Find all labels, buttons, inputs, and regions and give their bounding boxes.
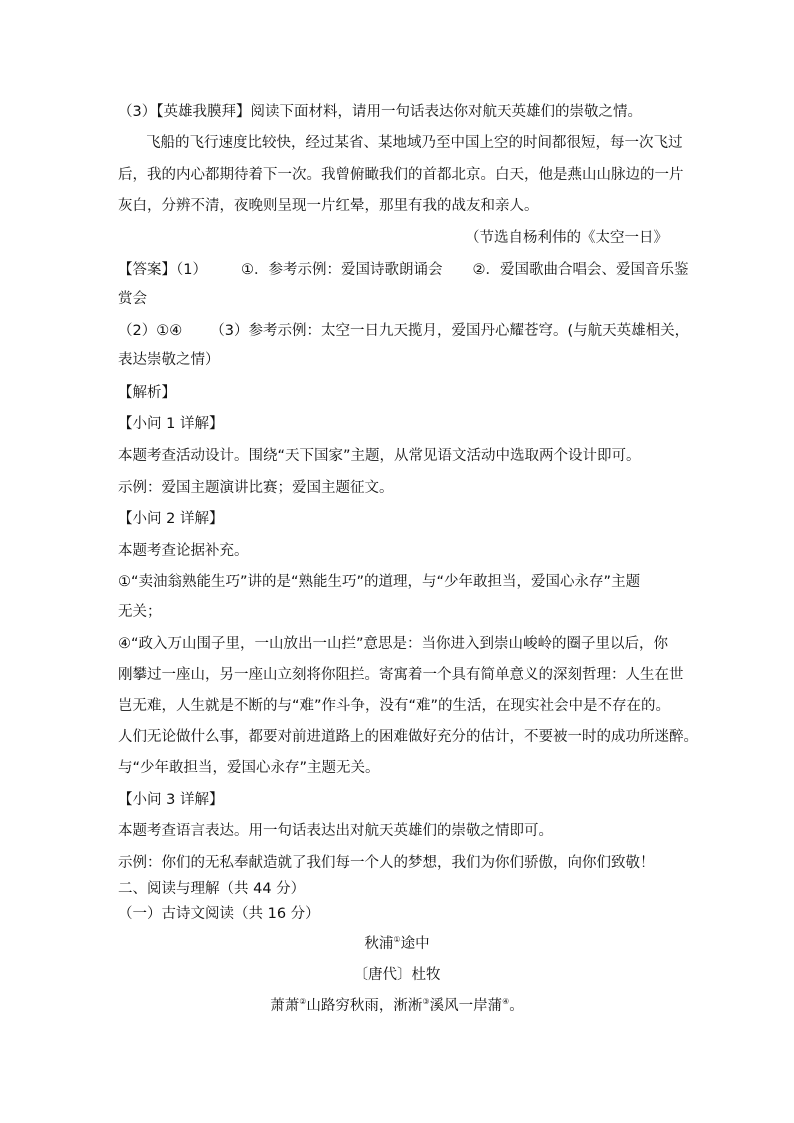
note-mark-2: ② [299,997,307,1007]
poem-title-a: 秋浦 [364,936,394,952]
sub2-line-6: 岂无难，人生就是不断的与“难”作斗争，没有“难”的生活，在现实社会中是不存在的。 [118,698,671,714]
answer-item-2-cont: 赏会 [118,291,147,307]
q3-prompt: （3）【英雄我膜拜】阅读下面材料，请用一句话表达你对航天英雄们的崇敬之情。 [118,104,642,120]
sub2-line-7: 人们无论做什么事，都要对前进道路上的困难做好充分的估计，不要被一时的成功所迷醉。 [118,729,698,745]
sub1-label: 【小问 1 详解】 [118,416,224,432]
sub2-line-3: 无关； [118,604,162,620]
answer-item-2: ②．爱国歌曲合唱会、爱国音乐鉴 [472,262,689,278]
answer-label: 【答案】（1） [118,262,207,278]
sub3-line-2: 示例：你们的无私奉献造就了我们每一个人的梦想，我们为你们骄傲，向你们致敬！ [118,855,655,871]
section2-heading: 二、阅读与理解（共 44 分） [118,881,306,897]
answer-item-1: ①．参考示例：爱国诗歌朗诵会 [240,262,443,278]
sub3-label: 【小问 3 详解】 [118,792,224,808]
poem-text-c: 溪风一岸蒲 [429,998,503,1014]
poem-line-1 [0,996,794,1016]
analysis-label: 【解析】 [118,385,176,401]
passage-line-3: 灰白，分辨不清，夜晚则呈现一片红晕，那里有我的战友和亲人。 [118,198,539,214]
note-mark-4: ④ [502,997,510,1007]
passage-line-2: 后，我的内心都期待着下一次。我曾俯瞰我们的首都北京。白天，他是燕山山脉边的一片 [118,167,684,183]
note-mark-3: ③ [422,997,430,1007]
sub2-line-1: 本题考查论据补充。 [118,543,249,559]
answer-part-3-cont: 表达崇敬之情） [118,352,220,368]
answer-part-2: （2）①④ [118,323,183,339]
poem-title-b: 途中 [400,936,430,952]
sub1-line-1: 本题考查活动设计。围绕“天下国家”主题，从常见语文活动中选取两个设计即可。 [118,448,641,464]
answer-part-3: （3）参考示例：太空一日九天揽月，爱国丹心耀苍穹。(与航天英雄相关， [210,323,690,339]
answer-line-3 [118,321,689,341]
poem-title [0,934,794,954]
sub2-line-5: 刚攀过一座山，另一座山立刻将你阻拦。寄寓着一个具有简单意义的深刻哲理：人生在世 [118,667,684,683]
poem-text-d: 。 [509,998,524,1014]
poem-text-a: 萧萧 [270,998,300,1014]
sub3-line-1: 本题考查语言表达。用一句话表达出对航天英雄们的崇敬之情即可。 [118,823,553,839]
sub1-line-2: 示例：爱国主题演讲比赛；爱国主题征文。 [118,480,394,496]
passage-source: （节选自杨利伟的《太空一日》 [465,230,668,246]
sub2-line-8: 与“少年敢担当，爱国心永存”主题无关。 [118,760,380,776]
sub2-line-2: ①“卖油翁熟能生巧”讲的是“熟能生巧”的道理，与“少年敢担当，爱国心永存”主题 [118,574,641,590]
poem-author: 〔唐代〕杜牧 [353,967,441,983]
sub2-line-4: ④“政入万山围子里，一山放出一山拦”意思是：当你进入到崇山峻岭的圈子里以后，你 [118,636,669,652]
answer-line-1 [118,260,688,280]
poem-text-b: 山路穷秋雨，淅淅 [306,998,423,1014]
sub2-label: 【小问 2 详解】 [118,511,224,527]
note-mark-1: ① [393,935,401,945]
section2-sub: （一）古诗文阅读（共 16 分） [118,906,320,922]
passage-line-1: 飞船的飞行速度比较快，经过某省、某地域乃至中国上空的时间都很短，每一次飞过 [146,135,683,151]
